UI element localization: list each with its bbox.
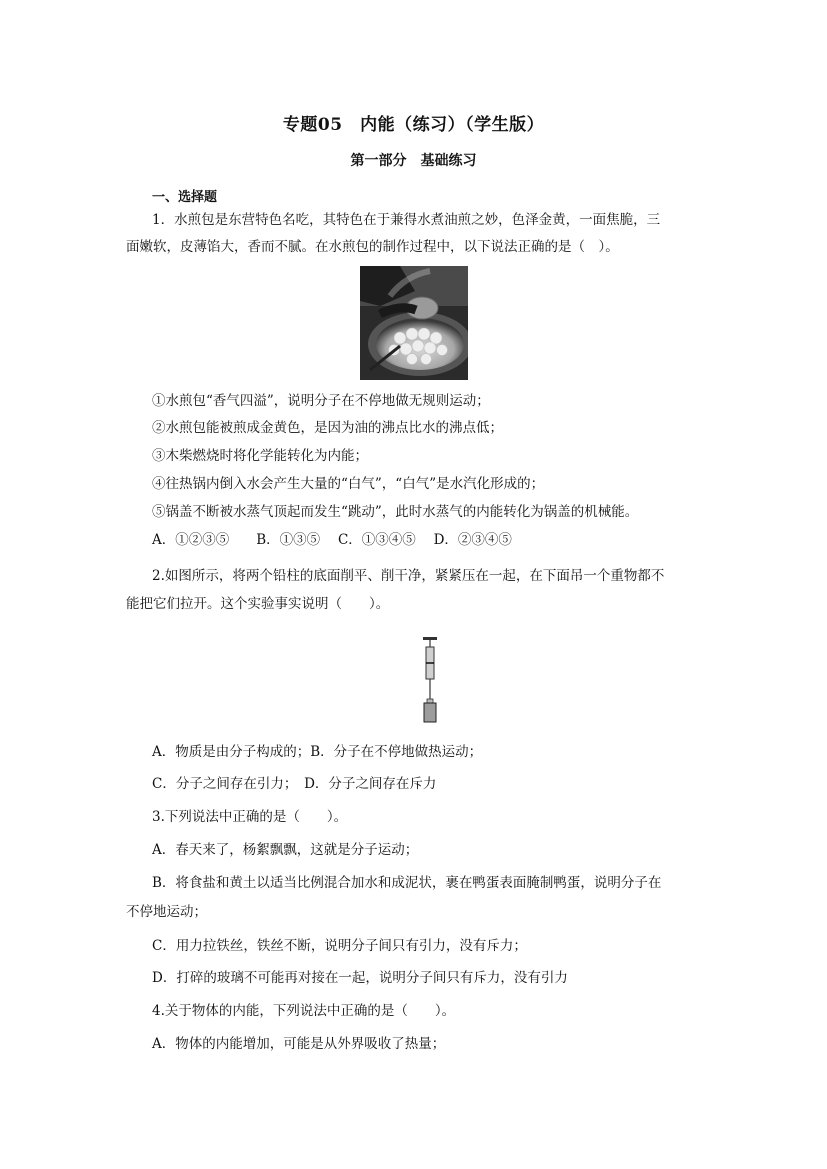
- q1-statement-4: ④往热锅内倒入水会产生大量的“白气”，“白气”是水汽化形成的；: [152, 476, 545, 492]
- q1-options: A．①②③⑤ B．①③⑤ C．①③④⑤ D．②③④⑤: [152, 532, 512, 548]
- q4-option-a: A．物体的内能增加，可能是从外界吸收了热量；: [152, 1036, 446, 1052]
- section-heading: 一、选择题: [152, 190, 218, 205]
- q1-statement-1: ①水煎包“香气四溢”，说明分子在不停地做无规则运动；: [152, 393, 490, 409]
- q3-stem: 3.下列说法中正确的是（ ）。: [152, 809, 348, 825]
- q2-options-ab: A．物质是由分子构成的；B．分子在不停地做热运动；: [152, 744, 483, 760]
- page-subtitle: 第一部分 基础练习: [350, 153, 477, 169]
- q1-stem-line2: 面嫩软，皮薄馅大，香而不腻。在水煎包的制作过程中，以下说法正确的是（ ）。: [126, 239, 619, 255]
- fried-bun-photo: [360, 266, 468, 380]
- q3-option-b-line1: B．将食盐和黄土以适当比例混合加水和成泥状，裹在鸭蛋表面腌制鸭蛋，说明分子在: [152, 875, 662, 891]
- q2-options-cd: C．分子之间存在引力； D．分子之间存在斥力: [152, 776, 437, 792]
- q3-option-b-line2: 不停地运动；: [126, 904, 207, 920]
- lead-cylinders-figure: [420, 637, 440, 723]
- q1-statement-3: ③木柴燃烧时将化学能转化为内能；: [152, 448, 368, 464]
- q1-statement-5: ⑤锅盖不断被水蒸气顶起而发生“跳动”，此时水蒸气的内能转化为锅盖的机械能。: [152, 504, 639, 520]
- q2-stem-line1: 2.如图所示，将两个铅柱的底面削平、削干净，紧紧压在一起，在下面吊一个重物都不: [152, 568, 665, 584]
- q3-option-d: D．打碎的玻璃不可能再对接在一起，说明分子间只有斥力，没有引力: [152, 970, 568, 986]
- q1-statement-2: ②水煎包能被煎成金黄色，是因为油的沸点比水的沸点低；: [152, 420, 503, 436]
- q2-stem-line2: 能把它们拉开。这个实验事实说明（ ）。: [126, 596, 390, 612]
- q3-option-a: A．春天来了，杨絮飘飘，这就是分子运动；: [152, 842, 419, 858]
- q3-option-c: C．用力拉铁丝，铁丝不断，说明分子间只有引力，没有斥力；: [152, 938, 527, 954]
- q4-stem: 4.关于物体的内能，下列说法中正确的是（ ）。: [152, 1003, 456, 1019]
- q1-stem-line1: 1．水煎包是东营特色名吃，其特色在于兼得水煮油煎之妙，色泽金黄，一面焦脆，三: [152, 212, 661, 228]
- page-title: 专题05 内能（练习）（学生版）: [282, 115, 545, 135]
